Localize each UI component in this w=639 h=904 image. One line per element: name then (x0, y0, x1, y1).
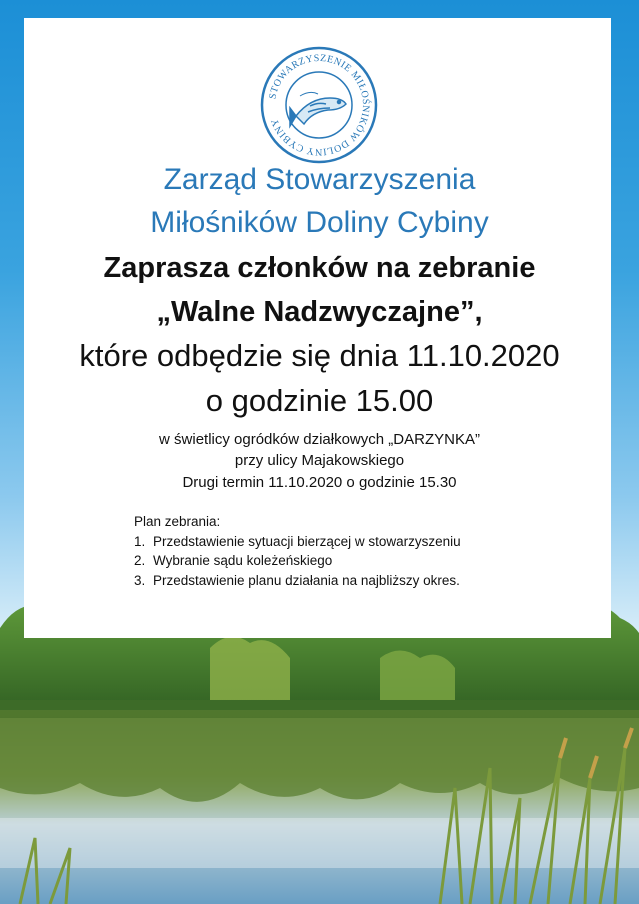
plan-list (134, 532, 554, 591)
org-name-line-2: Miłośników Doliny Cybiny (150, 206, 489, 239)
meeting-street: przy ulicy Majakowskiego (234, 452, 405, 469)
meeting-plan (134, 512, 554, 590)
association-logo (260, 46, 378, 164)
plan-item-number: 1. (134, 533, 146, 549)
plan-item (134, 571, 554, 591)
plan-item (134, 551, 554, 571)
plan-item-text: Wybranie sądu koleżeńskiego (153, 553, 333, 568)
meeting-venue: w świetlicy ogródków działkowych „DARZYNKA” (159, 431, 480, 448)
plan-item-number: 2. (134, 553, 146, 568)
plan-item-number: 3. (134, 572, 146, 588)
meeting-time: o godzinie 15.00 (205, 383, 434, 418)
plan-item-text: Przedstawienie planu działania na najbliższy okres. (153, 572, 460, 588)
second-term: Drugi termin 11.10.2020 o godzinie 15.30 (182, 474, 457, 491)
plan-item-text: Przedstawienie sytuacji bierzącej w stowarzyszeniu (153, 533, 461, 549)
plan-item (134, 532, 554, 552)
meeting-date: które odbędzie się dnia 11.10.2020 (79, 338, 560, 373)
org-name-line-1: Zarząd Stowarzyszenia (163, 163, 476, 196)
meeting-name: „Walne Nadzwyczajne”, (156, 296, 483, 328)
logo-ring-text: STOWARZYSZENIE MIŁOŚNIKÓW DOLINY CYBINY (267, 52, 372, 158)
invitation-heading: Zaprasza członków na zebranie (103, 252, 536, 284)
plan-title: Plan zebrania: (134, 514, 221, 529)
